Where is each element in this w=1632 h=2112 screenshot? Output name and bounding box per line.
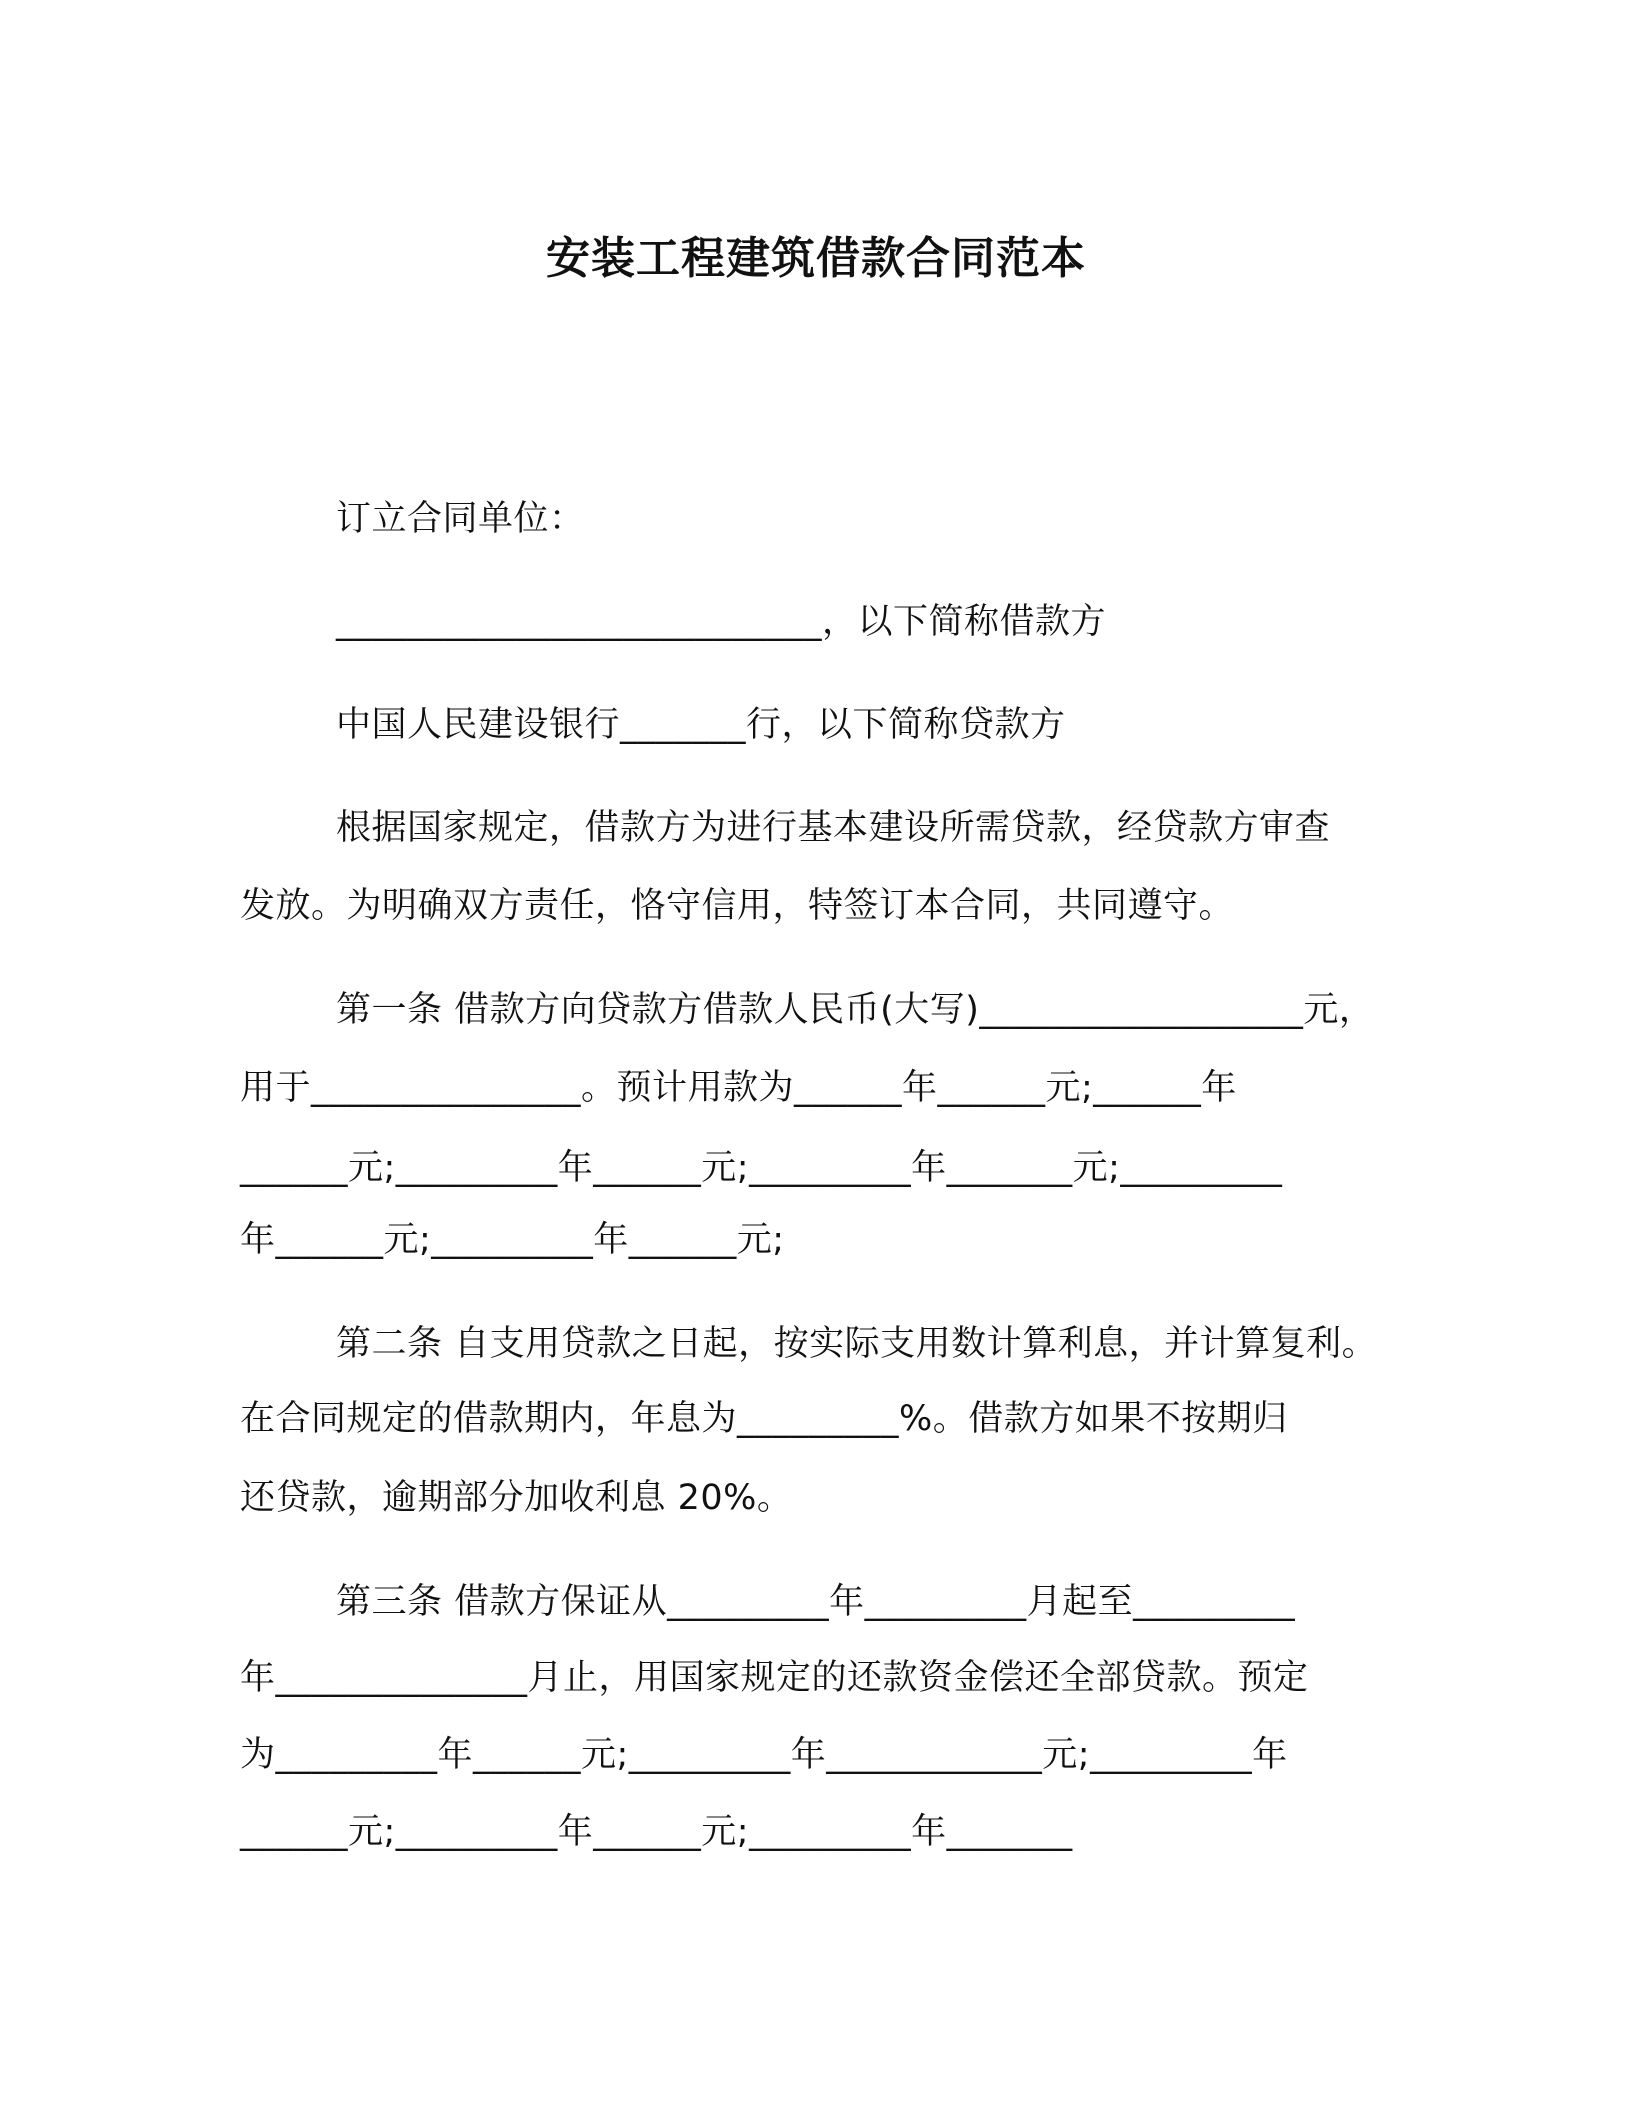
article-3-line-1: 第三条 借款方保证从_________年_________月起至_________	[336, 1582, 1296, 1622]
article-1-line-4: 年______元;_________年______元;	[240, 1220, 785, 1260]
article-3-line-3: 为_________年______元;_________年____________元;_________年	[240, 1735, 1288, 1775]
article-2-line-3: 还贷款，逾期部分加收利息 20%。	[240, 1478, 793, 1518]
preamble-line-2: 发放。为明确双方责任，恪守信用，特签订本合同，共同遵守。	[240, 886, 1235, 926]
article-3-line-2: 年______________月止，用国家规定的还款资金偿还全部贷款。预定	[240, 1658, 1309, 1698]
article-2-line-1: 第二条 自支用贷款之日起，按实际支用数计算利息，并计算复利。	[336, 1324, 1378, 1364]
preamble-line-1: 根据国家规定，借款方为进行基本建设所需贷款，经贷款方审查	[336, 808, 1331, 848]
article-1-line-1: 第一条 借款方向贷款方借款人民币(大写)__________________元，	[336, 990, 1375, 1030]
article-2-line-2: 在合同规定的借款期内，年息为_________%。借款方如果不按期归	[240, 1399, 1288, 1439]
contract-parties-heading: 订立合同单位：	[336, 499, 585, 539]
article-3-line-4: ______元;_________年______元;_________年_______	[240, 1812, 1073, 1852]
document-title: 安装工程建筑借款合同范本	[546, 233, 1086, 284]
article-1-line-3: ______元;_________年______元;_________年_______元;_________	[240, 1148, 1283, 1188]
article-1-line-2: 用于_______________。预计用款为______年______元;______年	[240, 1068, 1237, 1108]
borrower-line: ___________________________，以下简称借款方	[336, 602, 1107, 642]
lender-line: 中国人民建设银行_______行，以下简称贷款方	[336, 705, 1066, 745]
